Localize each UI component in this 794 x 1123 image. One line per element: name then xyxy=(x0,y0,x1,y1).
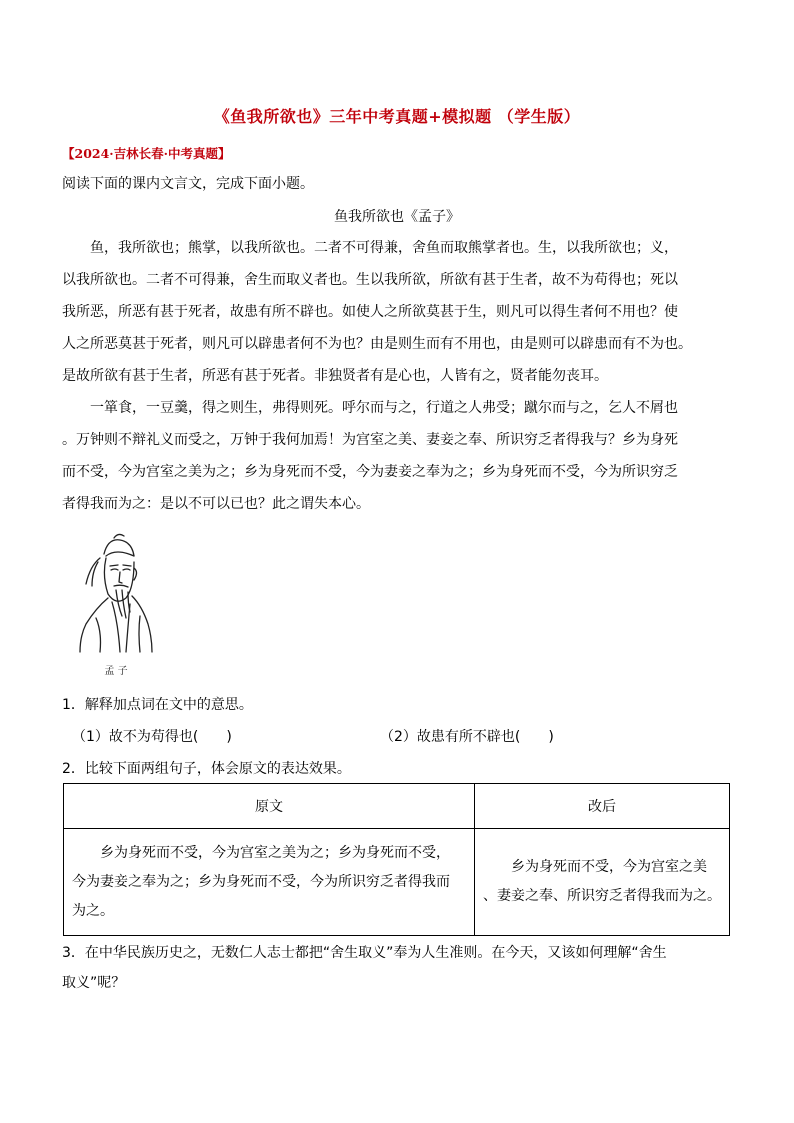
portrait-caption: 孟 子 xyxy=(104,666,128,677)
revised-text-line: 、妻妾之奉、所识穷乏者得我而为之。 xyxy=(483,888,721,904)
instruction-text: 阅读下面的课内文言文，完成下面小题。 xyxy=(62,176,314,192)
original-text-line: 为之。 xyxy=(72,902,114,919)
passage-title: 鱼我所欲也《孟子》 xyxy=(334,209,460,225)
source-tag: 【2024·吉林长春·中考真题】 xyxy=(62,146,231,161)
table-header-original: 原文 xyxy=(64,784,475,829)
question-1-text: 1．解释加点词在文中的意思。 xyxy=(62,697,253,713)
question-1-item-1: （1）故不为苟得也( ) xyxy=(72,729,232,745)
question-2-text: 2．比较下面两组句子，体会原文的表达效果。 xyxy=(62,761,351,777)
passage-line: 。万钟则不辩礼义而受之，万钟于我何加焉！为宫室之美、妻妾之奉、所识穷乏者得我与？乡为身死 xyxy=(62,432,678,448)
table-row xyxy=(64,829,730,936)
original-text-cell xyxy=(64,829,475,936)
table-header-row xyxy=(64,784,730,829)
original-text-line: 乡为身死而不受，今为宫室之美为之；乡为身死而不受， xyxy=(100,844,450,861)
original-text-line: 今为妻妾之奉为之；乡为身死而不受，今为所识穷乏者得我而 xyxy=(72,873,450,890)
table-header-revised: 改后 xyxy=(475,784,730,829)
question-3-text-continued: 取义”呢？ xyxy=(62,975,126,991)
mencius-portrait-image xyxy=(76,532,156,680)
document-title: 《鱼我所欲也》三年中考真题+模拟题 （学生版） xyxy=(213,107,581,126)
passage-line: 一箪食，一豆羹，得之则生，弗得则死。呼尔而与之，行道之人弗受；蹴尔而与之，乞人不屑也 xyxy=(90,400,678,416)
passage-line: 人之所恶莫甚于死者，则凡可以辟患者何不为也？由是则生而有不用也，由是则可以辟患而有不为也。 xyxy=(62,336,692,352)
question-1-item-2: （2）故患有所不辟也( ) xyxy=(380,729,554,745)
passage-line: 以我所欲也。二者不可得兼，舍生而取义者也。生以我所欲，所欲有甚于生者，故不为苟得也；死以 xyxy=(62,272,678,288)
comparison-table xyxy=(63,783,730,936)
passage-line: 者得我而为之：是以不可以已也？此之谓失本心。 xyxy=(62,496,370,512)
passage-line: 而不受，今为宫室之美为之；乡为身死而不受，今为妻妾之奉为之；乡为身死而不受，今为所识穷乏 xyxy=(62,464,678,480)
revised-text-cell xyxy=(475,829,730,936)
revised-text-line: 乡为身死而不受，今为宫室之美 xyxy=(511,859,707,875)
passage-line: 是故所欲有甚于生者，所恶有甚于死者。非独贤者有是心也，人皆有之，贤者能勿丧耳。 xyxy=(62,368,608,384)
passage-line: 鱼，我所欲也；熊掌，以我所欲也。二者不可得兼，舍鱼而取熊掌者也。生，以我所欲也；义， xyxy=(90,240,678,256)
question-3-text: 3．在中华民族历史之，无数仁人志士都把“舍生取义”奉为人生准则。在今天，又该如何理解“舍生 xyxy=(62,945,667,961)
passage-line: 我所恶，所恶有甚于死者，故患有所不辟也。如使人之所欲莫甚于生，则凡可以得生者何不用也？使 xyxy=(62,304,678,320)
